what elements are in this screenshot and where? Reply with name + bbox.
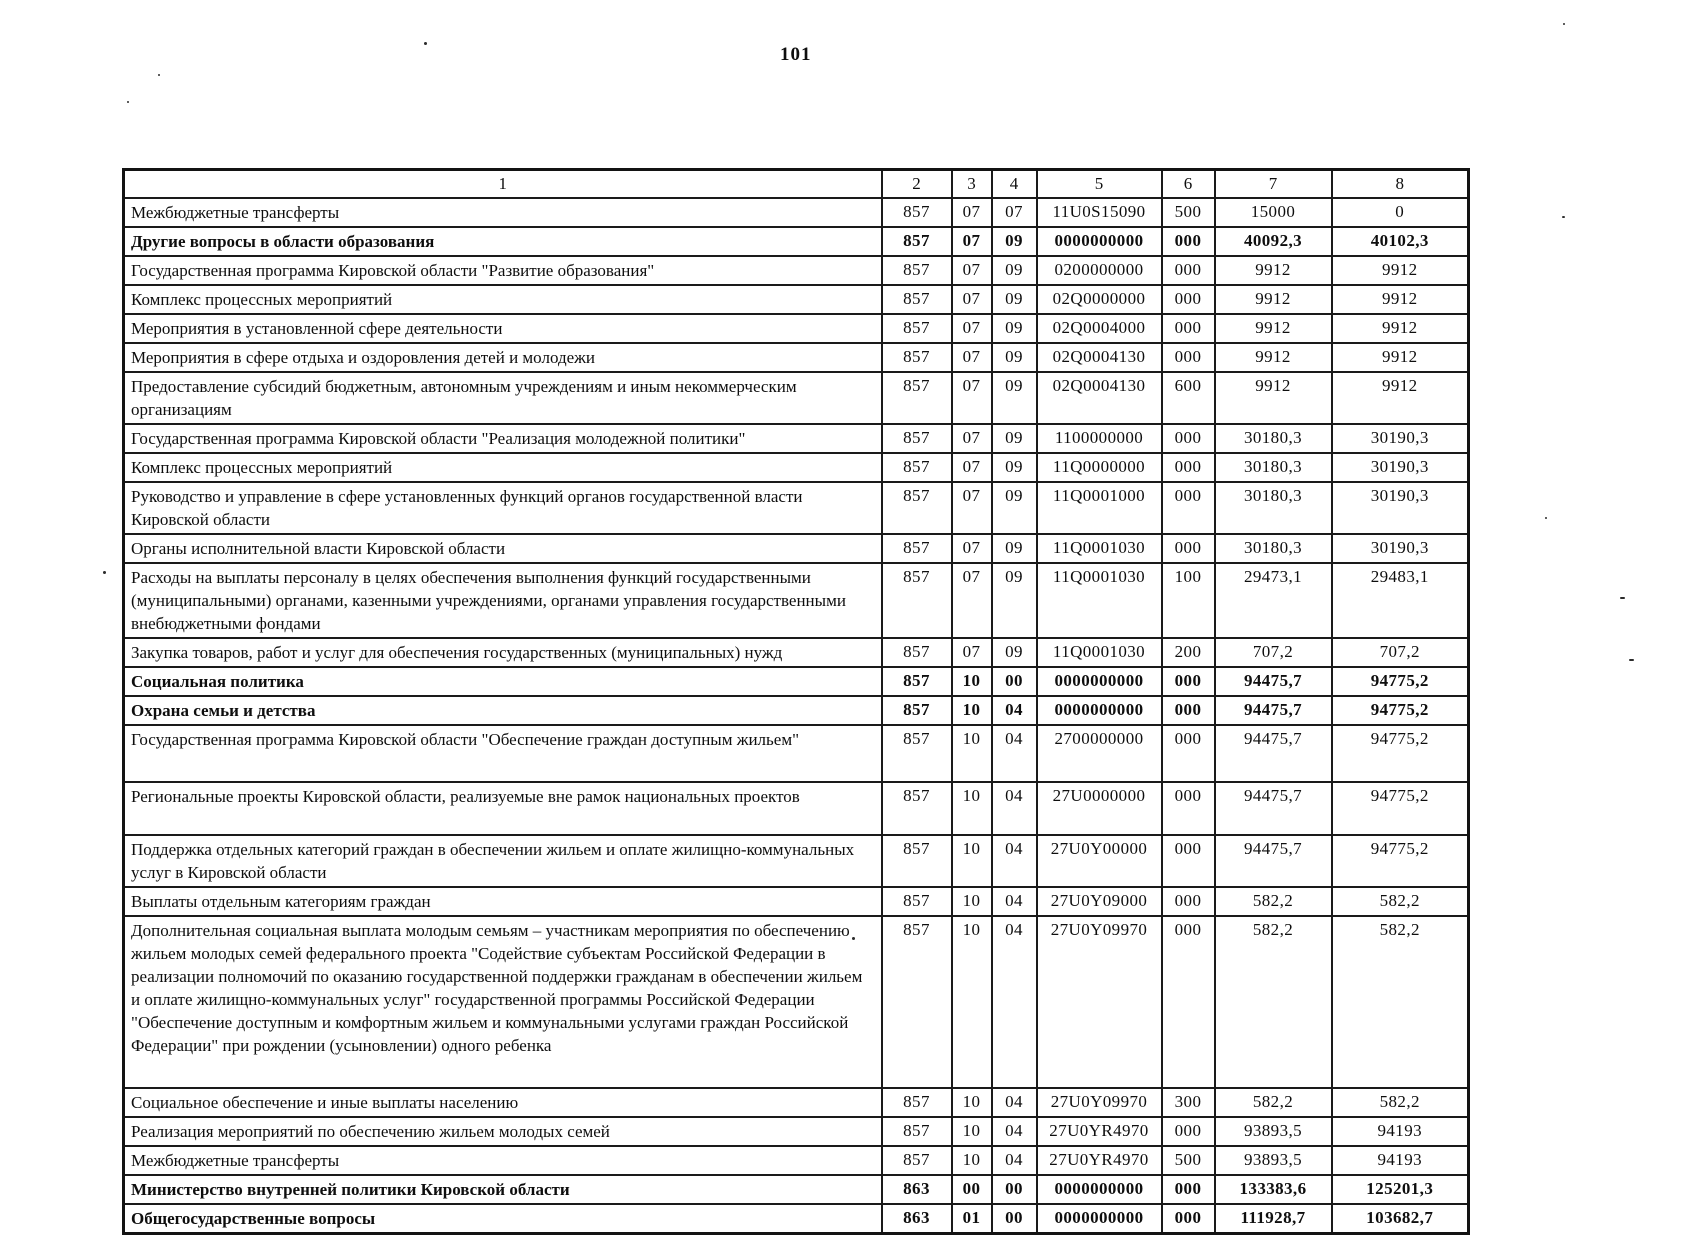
column-header-3: 3 bbox=[952, 170, 992, 199]
section-code-cell: 10 bbox=[952, 887, 992, 916]
amount-year1-cell: 707,2 bbox=[1215, 638, 1332, 667]
grbs-code-cell: 857 bbox=[882, 372, 952, 424]
subsection-code-cell: 09 bbox=[992, 638, 1037, 667]
subsection-code-cell: 09 bbox=[992, 227, 1037, 256]
column-header-7: 7 bbox=[1215, 170, 1332, 199]
grbs-code-cell: 857 bbox=[882, 534, 952, 563]
target-article-code-cell: 11Q0001030 bbox=[1037, 563, 1162, 638]
expense-name-cell: Руководство и управление в сфере установленных функций органов государственной власти Кировской области bbox=[124, 482, 882, 534]
expense-type-code-cell: 500 bbox=[1162, 198, 1215, 227]
expense-type-code-cell: 000 bbox=[1162, 1117, 1215, 1146]
amount-year1-cell: 94475,7 bbox=[1215, 696, 1332, 725]
section-code-cell: 07 bbox=[952, 482, 992, 534]
grbs-code-cell: 857 bbox=[882, 782, 952, 835]
section-code-cell: 10 bbox=[952, 696, 992, 725]
section-code-cell: 07 bbox=[952, 198, 992, 227]
subsection-code-cell: 09 bbox=[992, 343, 1037, 372]
expense-name-cell: Мероприятия в установленной сфере деятельности bbox=[124, 314, 882, 343]
target-article-code-cell: 27U0Y09970 bbox=[1037, 916, 1162, 1088]
amount-year1-cell: 582,2 bbox=[1215, 887, 1332, 916]
amount-year2-cell: 9912 bbox=[1332, 343, 1469, 372]
expense-type-code-cell: 000 bbox=[1162, 534, 1215, 563]
target-article-code-cell: 0000000000 bbox=[1037, 1204, 1162, 1234]
amount-year1-cell: 15000 bbox=[1215, 198, 1332, 227]
amount-year2-cell: 9912 bbox=[1332, 314, 1469, 343]
target-article-code-cell: 02Q0004130 bbox=[1037, 372, 1162, 424]
amount-year1-cell: 9912 bbox=[1215, 343, 1332, 372]
amount-year2-cell: 582,2 bbox=[1332, 1088, 1469, 1117]
target-article-code-cell: 11Q0000000 bbox=[1037, 453, 1162, 482]
table-row bbox=[124, 285, 1469, 314]
grbs-code-cell: 863 bbox=[882, 1204, 952, 1234]
expense-type-code-cell: 600 bbox=[1162, 372, 1215, 424]
column-header-1: 1 bbox=[124, 170, 882, 199]
amount-year2-cell: 125201,3 bbox=[1332, 1175, 1469, 1204]
target-article-code-cell: 11U0S15090 bbox=[1037, 198, 1162, 227]
table-row bbox=[124, 1117, 1469, 1146]
expense-type-code-cell: 000 bbox=[1162, 887, 1215, 916]
section-code-cell: 10 bbox=[952, 1146, 992, 1175]
subsection-code-cell: 09 bbox=[992, 424, 1037, 453]
grbs-code-cell: 857 bbox=[882, 725, 952, 782]
expense-type-code-cell: 000 bbox=[1162, 424, 1215, 453]
table-row bbox=[124, 372, 1469, 424]
subsection-code-cell: 09 bbox=[992, 482, 1037, 534]
column-header-4: 4 bbox=[992, 170, 1037, 199]
amount-year1-cell: 111928,7 bbox=[1215, 1204, 1332, 1234]
amount-year1-cell: 93893,5 bbox=[1215, 1117, 1332, 1146]
amount-year2-cell: 29483,1 bbox=[1332, 563, 1469, 638]
grbs-code-cell: 857 bbox=[882, 916, 952, 1088]
table-row bbox=[124, 1088, 1469, 1117]
table-row bbox=[124, 696, 1469, 725]
target-article-code-cell: 27U0YR4970 bbox=[1037, 1117, 1162, 1146]
table-row bbox=[124, 835, 1469, 887]
table-row bbox=[124, 453, 1469, 482]
target-article-code-cell: 02Q0004130 bbox=[1037, 343, 1162, 372]
grbs-code-cell: 857 bbox=[882, 285, 952, 314]
section-code-cell: 00 bbox=[952, 1175, 992, 1204]
subsection-code-cell: 07 bbox=[992, 198, 1037, 227]
expense-type-code-cell: 000 bbox=[1162, 482, 1215, 534]
amount-year2-cell: 94775,2 bbox=[1332, 835, 1469, 887]
subsection-code-cell: 09 bbox=[992, 534, 1037, 563]
expense-name-cell: Поддержка отдельных категорий граждан в обеспечении жильем и оплате жилищно-коммунальных услуг в Кировской области bbox=[124, 835, 882, 887]
table-row bbox=[124, 256, 1469, 285]
amount-year1-cell: 9912 bbox=[1215, 256, 1332, 285]
section-code-cell: 07 bbox=[952, 453, 992, 482]
grbs-code-cell: 857 bbox=[882, 314, 952, 343]
grbs-code-cell: 857 bbox=[882, 198, 952, 227]
amount-year2-cell: 94775,2 bbox=[1332, 696, 1469, 725]
subsection-code-cell: 04 bbox=[992, 1088, 1037, 1117]
amount-year1-cell: 30180,3 bbox=[1215, 482, 1332, 534]
budget-table bbox=[122, 168, 1470, 1235]
table-header-row bbox=[124, 170, 1469, 199]
amount-year1-cell: 93893,5 bbox=[1215, 1146, 1332, 1175]
grbs-code-cell: 857 bbox=[882, 343, 952, 372]
expense-name-cell: Предоставление субсидий бюджетным, автономным учреждениям и иным некоммерческим организациям bbox=[124, 372, 882, 424]
section-code-cell: 07 bbox=[952, 534, 992, 563]
table-row bbox=[124, 638, 1469, 667]
amount-year2-cell: 30190,3 bbox=[1332, 453, 1469, 482]
amount-year1-cell: 9912 bbox=[1215, 372, 1332, 424]
expense-name-cell: Межбюджетные трансферты bbox=[124, 1146, 882, 1175]
expense-name-cell: Государственная программа Кировской области "Обеспечение граждан доступным жильем" bbox=[124, 725, 882, 782]
expense-name-cell: Государственная программа Кировской области "Развитие образования" bbox=[124, 256, 882, 285]
subsection-code-cell: 09 bbox=[992, 453, 1037, 482]
expense-type-code-cell: 000 bbox=[1162, 696, 1215, 725]
section-code-cell: 01 bbox=[952, 1204, 992, 1234]
target-article-code-cell: 0000000000 bbox=[1037, 696, 1162, 725]
expense-type-code-cell: 000 bbox=[1162, 343, 1215, 372]
table-row bbox=[124, 227, 1469, 256]
amount-year1-cell: 30180,3 bbox=[1215, 534, 1332, 563]
section-code-cell: 10 bbox=[952, 835, 992, 887]
section-code-cell: 07 bbox=[952, 227, 992, 256]
expense-name-cell: Общегосударственные вопросы bbox=[124, 1204, 882, 1234]
column-header-2: 2 bbox=[882, 170, 952, 199]
target-article-code-cell: 27U0Y00000 bbox=[1037, 835, 1162, 887]
target-article-code-cell: 11Q0001030 bbox=[1037, 534, 1162, 563]
grbs-code-cell: 857 bbox=[882, 835, 952, 887]
amount-year2-cell: 94775,2 bbox=[1332, 725, 1469, 782]
expense-name-cell: Дополнительная социальная выплата молодым семьям – участникам мероприятия по обеспечению жильем молодых семей федерального проекта "Содействие субъектам Российской Федерации в реализации полномочий по оказанию государственной поддержки гражданам в обеспечении жильем и оплате жилищно-коммунальных услуг" государственной программы Российской Федерации "Обеспечение доступным и комфортным жильем и коммунальными услугами граждан Российской Федерации" при рождении (усыновлении) одного ребенка bbox=[124, 916, 882, 1088]
scan-speck bbox=[103, 571, 106, 574]
target-article-code-cell: 0000000000 bbox=[1037, 227, 1162, 256]
table-row bbox=[124, 314, 1469, 343]
target-article-code-cell: 27U0Y09970 bbox=[1037, 1088, 1162, 1117]
amount-year1-cell: 30180,3 bbox=[1215, 424, 1332, 453]
expense-type-code-cell: 000 bbox=[1162, 835, 1215, 887]
amount-year1-cell: 582,2 bbox=[1215, 916, 1332, 1088]
grbs-code-cell: 857 bbox=[882, 424, 952, 453]
table-row bbox=[124, 1146, 1469, 1175]
grbs-code-cell: 857 bbox=[882, 887, 952, 916]
expense-type-code-cell: 000 bbox=[1162, 1175, 1215, 1204]
subsection-code-cell: 09 bbox=[992, 563, 1037, 638]
subsection-code-cell: 09 bbox=[992, 314, 1037, 343]
expense-type-code-cell: 000 bbox=[1162, 314, 1215, 343]
target-article-code-cell: 2700000000 bbox=[1037, 725, 1162, 782]
table-body bbox=[124, 198, 1469, 1234]
section-code-cell: 07 bbox=[952, 343, 992, 372]
section-code-cell: 10 bbox=[952, 782, 992, 835]
amount-year2-cell: 94193 bbox=[1332, 1117, 1469, 1146]
expense-name-cell: Закупка товаров, работ и услуг для обеспечения государственных (муниципальных) нужд bbox=[124, 638, 882, 667]
table-row bbox=[124, 534, 1469, 563]
scan-speck bbox=[424, 42, 427, 45]
amount-year2-cell: 582,2 bbox=[1332, 916, 1469, 1088]
section-code-cell: 10 bbox=[952, 1088, 992, 1117]
subsection-code-cell: 04 bbox=[992, 887, 1037, 916]
table-row bbox=[124, 563, 1469, 638]
expense-type-code-cell: 000 bbox=[1162, 453, 1215, 482]
table-row bbox=[124, 887, 1469, 916]
amount-year1-cell: 30180,3 bbox=[1215, 453, 1332, 482]
target-article-code-cell: 0000000000 bbox=[1037, 667, 1162, 696]
target-article-code-cell: 27U0Y09000 bbox=[1037, 887, 1162, 916]
subsection-code-cell: 09 bbox=[992, 372, 1037, 424]
amount-year1-cell: 582,2 bbox=[1215, 1088, 1332, 1117]
table-row bbox=[124, 725, 1469, 782]
amount-year1-cell: 9912 bbox=[1215, 314, 1332, 343]
expense-type-code-cell: 000 bbox=[1162, 1204, 1215, 1234]
section-code-cell: 10 bbox=[952, 667, 992, 696]
table-row bbox=[124, 782, 1469, 835]
subsection-code-cell: 00 bbox=[992, 1204, 1037, 1234]
subsection-code-cell: 04 bbox=[992, 696, 1037, 725]
grbs-code-cell: 857 bbox=[882, 256, 952, 285]
amount-year1-cell: 94475,7 bbox=[1215, 667, 1332, 696]
expense-name-cell: Органы исполнительной власти Кировской области bbox=[124, 534, 882, 563]
expense-name-cell: Министерство внутренней политики Кировской области bbox=[124, 1175, 882, 1204]
expense-type-code-cell: 000 bbox=[1162, 256, 1215, 285]
target-article-code-cell: 27U0000000 bbox=[1037, 782, 1162, 835]
grbs-code-cell: 863 bbox=[882, 1175, 952, 1204]
amount-year2-cell: 94775,2 bbox=[1332, 667, 1469, 696]
section-code-cell: 10 bbox=[952, 1117, 992, 1146]
scan-speck bbox=[1620, 597, 1625, 599]
section-code-cell: 07 bbox=[952, 638, 992, 667]
amount-year2-cell: 103682,7 bbox=[1332, 1204, 1469, 1234]
expense-name-cell: Реализация мероприятий по обеспечению жильем молодых семей bbox=[124, 1117, 882, 1146]
expense-name-cell: Выплаты отдельным категориям граждан bbox=[124, 887, 882, 916]
target-article-code-cell: 02Q0000000 bbox=[1037, 285, 1162, 314]
subsection-code-cell: 09 bbox=[992, 256, 1037, 285]
grbs-code-cell: 857 bbox=[882, 453, 952, 482]
target-article-code-cell: 0200000000 bbox=[1037, 256, 1162, 285]
target-article-code-cell: 1100000000 bbox=[1037, 424, 1162, 453]
expense-type-code-cell: 200 bbox=[1162, 638, 1215, 667]
table-row bbox=[124, 916, 1469, 1088]
table-row bbox=[124, 667, 1469, 696]
subsection-code-cell: 00 bbox=[992, 667, 1037, 696]
grbs-code-cell: 857 bbox=[882, 667, 952, 696]
amount-year2-cell: 94193 bbox=[1332, 1146, 1469, 1175]
expense-name-cell: Мероприятия в сфере отдыха и оздоровления детей и молодежи bbox=[124, 343, 882, 372]
scan-speck bbox=[127, 101, 129, 103]
section-code-cell: 10 bbox=[952, 725, 992, 782]
amount-year2-cell: 30190,3 bbox=[1332, 424, 1469, 453]
column-header-6: 6 bbox=[1162, 170, 1215, 199]
table-row bbox=[124, 1204, 1469, 1234]
scan-speck bbox=[852, 937, 855, 940]
amount-year2-cell: 9912 bbox=[1332, 285, 1469, 314]
expense-name-cell: Межбюджетные трансферты bbox=[124, 198, 882, 227]
amount-year2-cell: 0 bbox=[1332, 198, 1469, 227]
scan-speck bbox=[1562, 216, 1565, 218]
grbs-code-cell: 857 bbox=[882, 227, 952, 256]
section-code-cell: 07 bbox=[952, 372, 992, 424]
grbs-code-cell: 857 bbox=[882, 638, 952, 667]
expense-type-code-cell: 500 bbox=[1162, 1146, 1215, 1175]
subsection-code-cell: 00 bbox=[992, 1175, 1037, 1204]
grbs-code-cell: 857 bbox=[882, 696, 952, 725]
expense-type-code-cell: 100 bbox=[1162, 563, 1215, 638]
expense-name-cell: Социальная политика bbox=[124, 667, 882, 696]
amount-year1-cell: 9912 bbox=[1215, 285, 1332, 314]
amount-year2-cell: 30190,3 bbox=[1332, 482, 1469, 534]
amount-year1-cell: 29473,1 bbox=[1215, 563, 1332, 638]
amount-year1-cell: 94475,7 bbox=[1215, 725, 1332, 782]
amount-year2-cell: 707,2 bbox=[1332, 638, 1469, 667]
section-code-cell: 07 bbox=[952, 285, 992, 314]
grbs-code-cell: 857 bbox=[882, 1146, 952, 1175]
amount-year2-cell: 94775,2 bbox=[1332, 782, 1469, 835]
grbs-code-cell: 857 bbox=[882, 1088, 952, 1117]
page-number: 101 bbox=[780, 44, 812, 65]
expense-type-code-cell: 000 bbox=[1162, 227, 1215, 256]
subsection-code-cell: 09 bbox=[992, 285, 1037, 314]
amount-year1-cell: 94475,7 bbox=[1215, 835, 1332, 887]
expense-type-code-cell: 000 bbox=[1162, 285, 1215, 314]
section-code-cell: 07 bbox=[952, 424, 992, 453]
expense-name-cell: Другие вопросы в области образования bbox=[124, 227, 882, 256]
scan-speck bbox=[1545, 517, 1547, 519]
amount-year2-cell: 582,2 bbox=[1332, 887, 1469, 916]
expense-name-cell: Региональные проекты Кировской области, реализуемые вне рамок национальных проектов bbox=[124, 782, 882, 835]
subsection-code-cell: 04 bbox=[992, 835, 1037, 887]
table-row bbox=[124, 482, 1469, 534]
column-header-5: 5 bbox=[1037, 170, 1162, 199]
subsection-code-cell: 04 bbox=[992, 725, 1037, 782]
expense-type-code-cell: 000 bbox=[1162, 667, 1215, 696]
target-article-code-cell: 11Q0001000 bbox=[1037, 482, 1162, 534]
table-row bbox=[124, 424, 1469, 453]
table-row bbox=[124, 198, 1469, 227]
target-article-code-cell: 0000000000 bbox=[1037, 1175, 1162, 1204]
subsection-code-cell: 04 bbox=[992, 1146, 1037, 1175]
amount-year1-cell: 40092,3 bbox=[1215, 227, 1332, 256]
scan-speck bbox=[158, 74, 160, 76]
subsection-code-cell: 04 bbox=[992, 916, 1037, 1088]
expense-name-cell: Охрана семьи и детства bbox=[124, 696, 882, 725]
expense-type-code-cell: 300 bbox=[1162, 1088, 1215, 1117]
column-header-8: 8 bbox=[1332, 170, 1469, 199]
scan-speck bbox=[1629, 659, 1634, 661]
amount-year1-cell: 94475,7 bbox=[1215, 782, 1332, 835]
section-code-cell: 07 bbox=[952, 563, 992, 638]
section-code-cell: 10 bbox=[952, 916, 992, 1088]
grbs-code-cell: 857 bbox=[882, 563, 952, 638]
target-article-code-cell: 02Q0004000 bbox=[1037, 314, 1162, 343]
amount-year2-cell: 40102,3 bbox=[1332, 227, 1469, 256]
target-article-code-cell: 11Q0001030 bbox=[1037, 638, 1162, 667]
expense-name-cell: Комплекс процессных мероприятий bbox=[124, 285, 882, 314]
expense-name-cell: Социальное обеспечение и иные выплаты населению bbox=[124, 1088, 882, 1117]
amount-year2-cell: 9912 bbox=[1332, 256, 1469, 285]
section-code-cell: 07 bbox=[952, 256, 992, 285]
expense-type-code-cell: 000 bbox=[1162, 782, 1215, 835]
section-code-cell: 07 bbox=[952, 314, 992, 343]
expense-type-code-cell: 000 bbox=[1162, 725, 1215, 782]
expense-name-cell: Расходы на выплаты персоналу в целях обеспечения выполнения функций государственными (муниципальными) органами, казенными учреждениями, органами управления государственными внебюджетными фондами bbox=[124, 563, 882, 638]
scan-speck bbox=[1563, 23, 1565, 25]
amount-year1-cell: 133383,6 bbox=[1215, 1175, 1332, 1204]
expense-name-cell: Комплекс процессных мероприятий bbox=[124, 453, 882, 482]
grbs-code-cell: 857 bbox=[882, 482, 952, 534]
target-article-code-cell: 27U0YR4970 bbox=[1037, 1146, 1162, 1175]
expense-type-code-cell: 000 bbox=[1162, 916, 1215, 1088]
table-row bbox=[124, 343, 1469, 372]
grbs-code-cell: 857 bbox=[882, 1117, 952, 1146]
expense-name-cell: Государственная программа Кировской области "Реализация молодежной политики" bbox=[124, 424, 882, 453]
subsection-code-cell: 04 bbox=[992, 1117, 1037, 1146]
amount-year2-cell: 30190,3 bbox=[1332, 534, 1469, 563]
subsection-code-cell: 04 bbox=[992, 782, 1037, 835]
amount-year2-cell: 9912 bbox=[1332, 372, 1469, 424]
